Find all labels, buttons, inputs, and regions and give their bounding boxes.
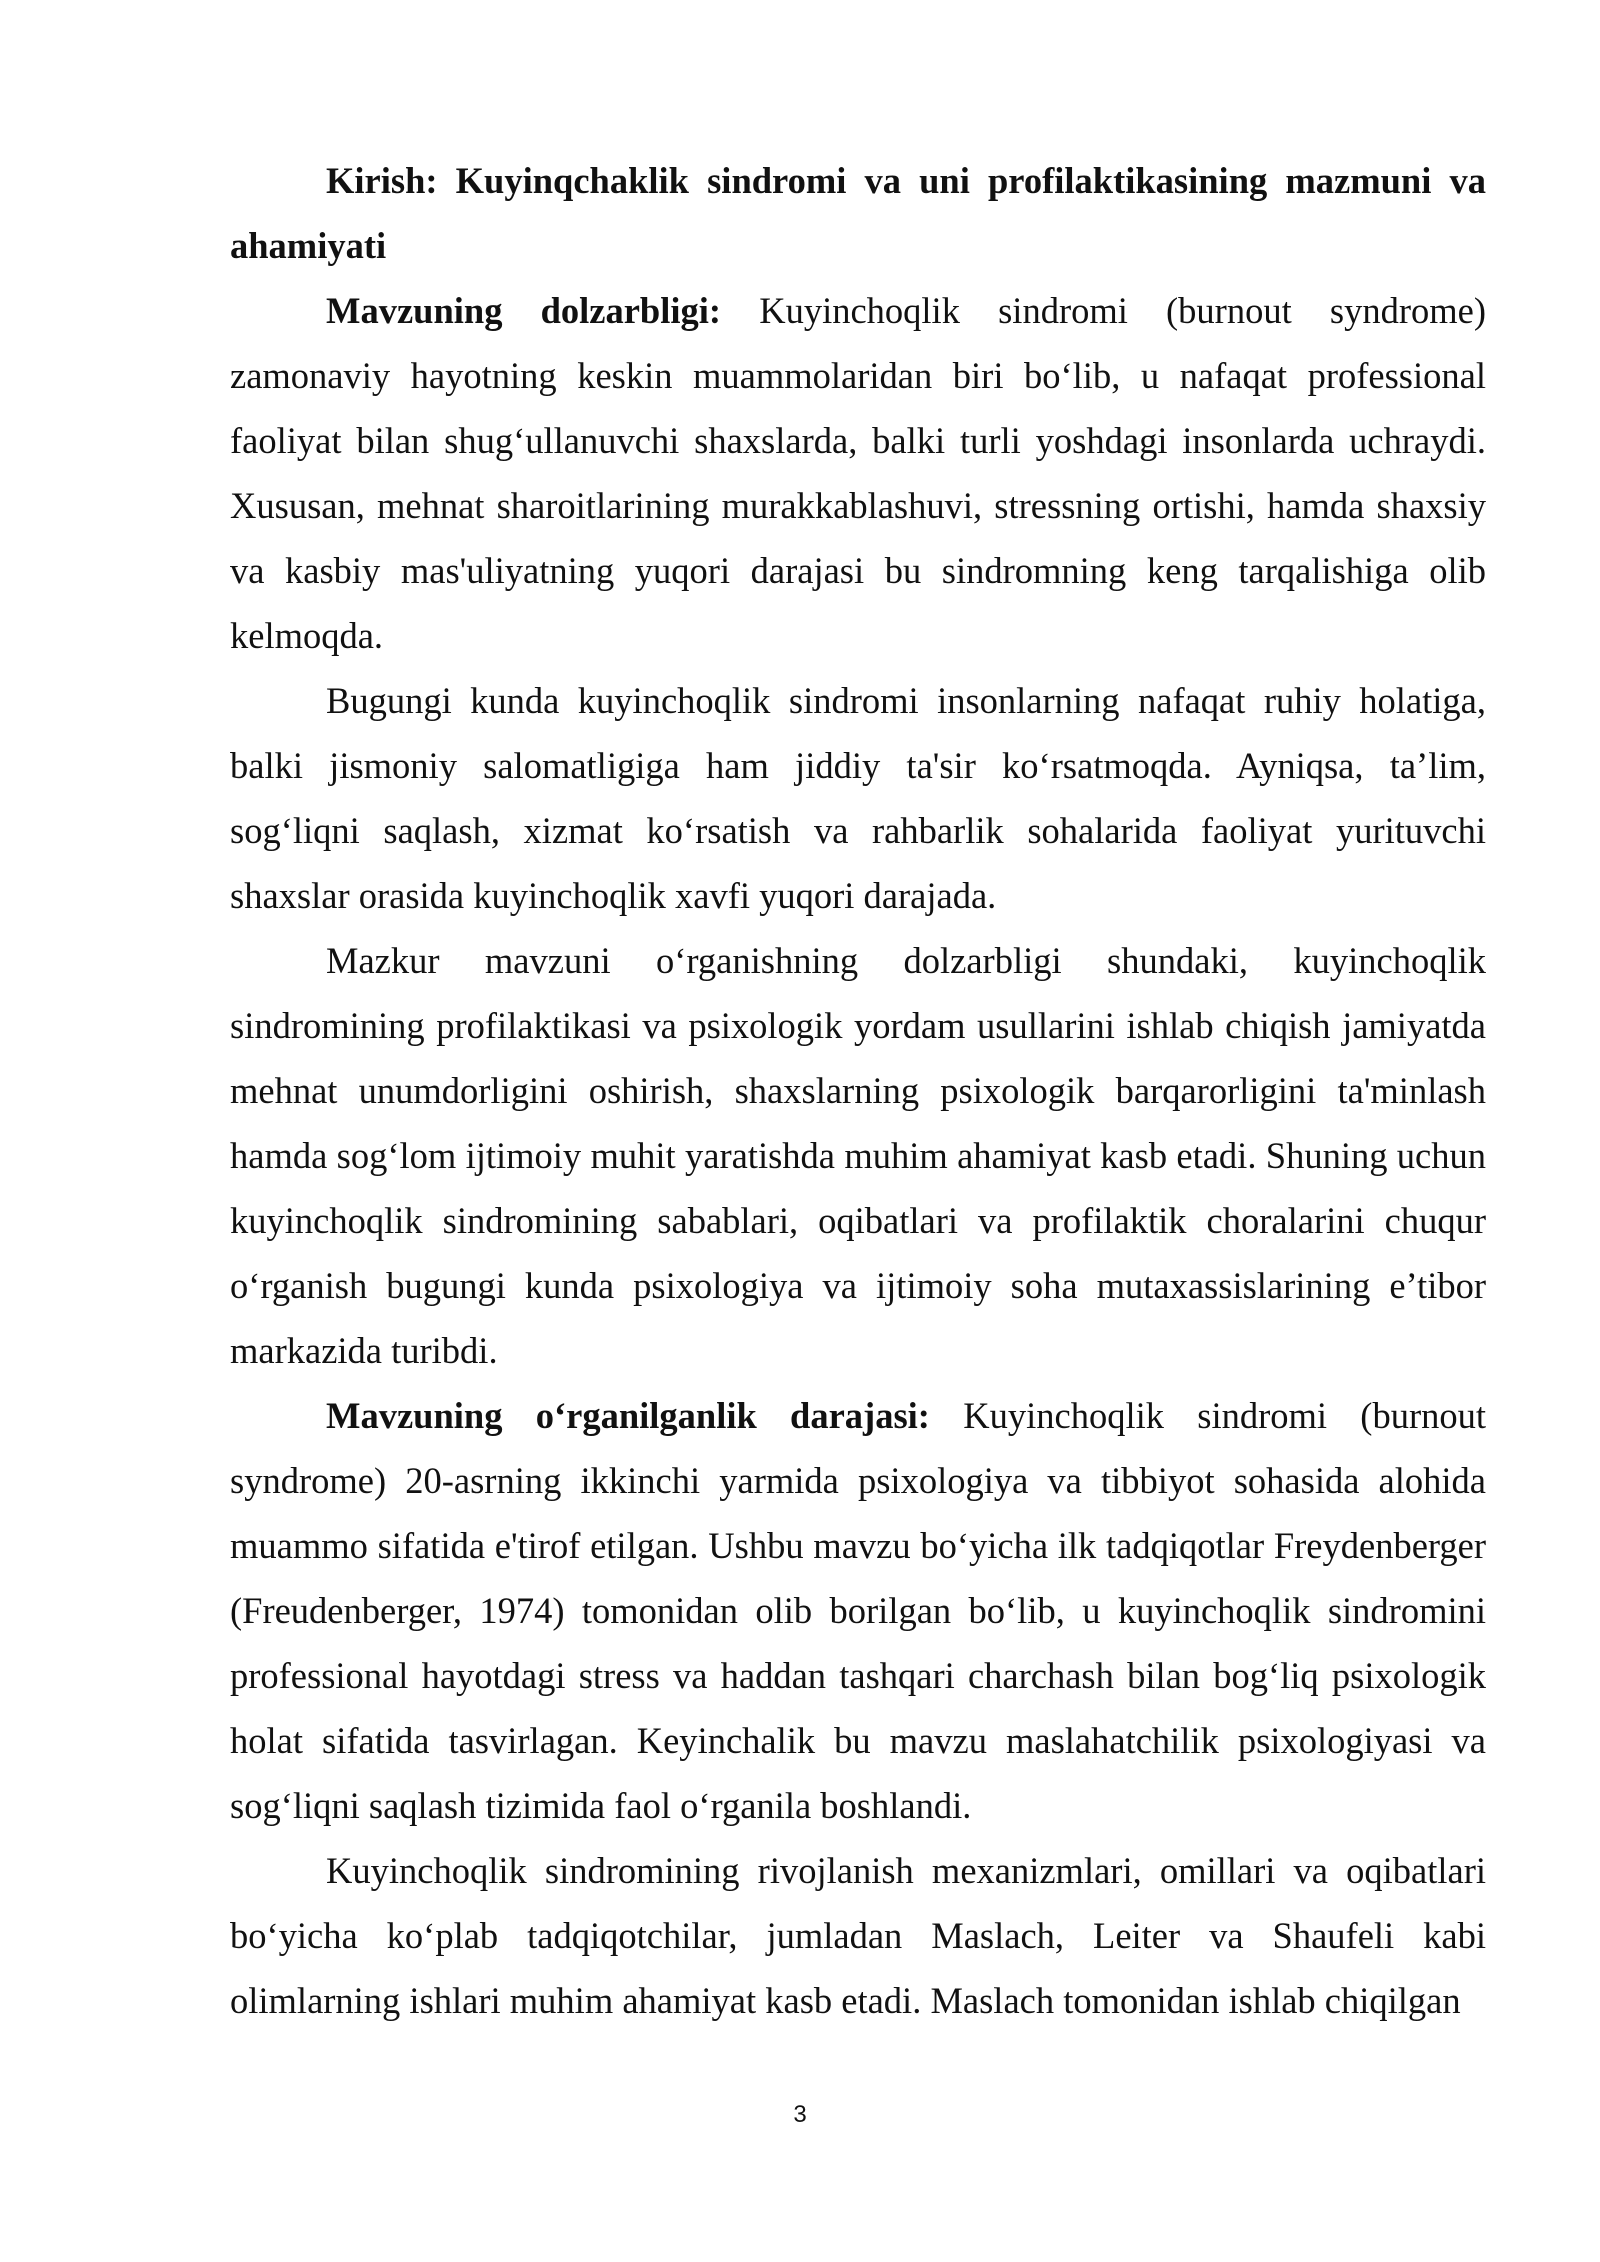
paragraph — [230, 928, 1486, 1383]
paragraph — [230, 1838, 1486, 2033]
paragraph — [230, 668, 1486, 928]
paragraph-text: Mazkur mavzuni o‘rganishning dolzarbligi shundaki, kuyinchoqlik sindromining profilaktikasi va psixologik yordam usullarini ishlab chiqish jamiyatda mehnat unumdorligini oshirish, shaxslarning psixologik barqarorligini ta'minlash hamda sog‘lom ijtimoiy muhit yaratishda muhim ahamiyat kasb etadi. Shuning uchun kuyinchoqlik sindromining sabablari, oqibatlari va profilaktik choralarini chuqur o‘rganish bugungi kunda psixologiya va ijtimoiy soha mutaxassislarining e’tibor markazida turibdi. — [230, 940, 1486, 1371]
section-title: Kirish: Kuyinqchaklik sindromi va uni profilaktikasining mazmuni va ahamiyati — [230, 160, 1486, 266]
paragraph-text: Kuyinchoqlik sindromi (burnout syndrome) 20-asrning ikkinchi yarmida psixologiya va tibbiyot sohasida alohida muammo sifatida e'tirof etilgan. Ushbu mavzu bo‘yicha ilk tadqiqotlar Freydenberger (Freudenberger, 1974) tomonidan olib borilgan bo‘lib, u kuyinchoqlik sindromini professional hayotdagi stress va haddan tashqari charchash bilan bog‘liq psixologik holat sifatida tasvirlagan. Keyinchalik bu mavzu maslahatchilik psixologiyasi va sog‘liqni saqlash tizimida faol o‘rganila boshlandi. — [230, 1395, 1486, 1826]
paragraph-text: Bugungi kunda kuyinchoqlik sindromi insonlarning nafaqat ruhiy holatiga, balki jismoniy salomatligiga ham jiddiy ta'sir ko‘rsatmoqda. Ayniqsa, ta’lim, sog‘liqni saqlash, xizmat ko‘rsatish va rahbarlik sohalarida faoliyat yurituvchi shaxslar orasida kuyinchoqlik xavfi yuqori darajada. — [230, 680, 1486, 916]
page-number: 3 — [793, 2101, 807, 2128]
paragraph-text: Kuyinchoqlik sindromi (burnout syndrome) zamonaviy hayotning keskin muammolaridan biri bo‘lib, u nafaqat professional faoliyat bilan shug‘ullanuvchi shaxslarda, balki turli yoshdagi insonlarda uchraydi. Xususan, mehnat sharoitlarining murakkablashuvi, stressning ortishi, hamda shaxsiy va kasbiy mas'uliyatning yuqori darajasi bu sindromning keng tarqalishiga olib kelmoqda. — [230, 290, 1486, 656]
paragraph-lead: Mavzuning o‘rganilganlik darajasi: — [326, 1395, 930, 1436]
page-body — [230, 148, 1486, 2033]
paragraph-lead: Mavzuning dolzarbligi: — [326, 290, 722, 331]
paragraph-text: Kuyinchoqlik sindromining rivojlanish mexanizmlari, omillari va oqibatlari bo‘yicha ko‘plab tadqiqotchilar, jumladan Maslach, Leiter va Shaufeli kabi olimlarning ishlari muhim ahamiyat kasb etadi. Maslach tomonidan ishlab chiqilgan — [230, 1850, 1486, 2021]
paragraph-study-level — [230, 1383, 1486, 1838]
paragraph-relevance — [230, 278, 1486, 668]
